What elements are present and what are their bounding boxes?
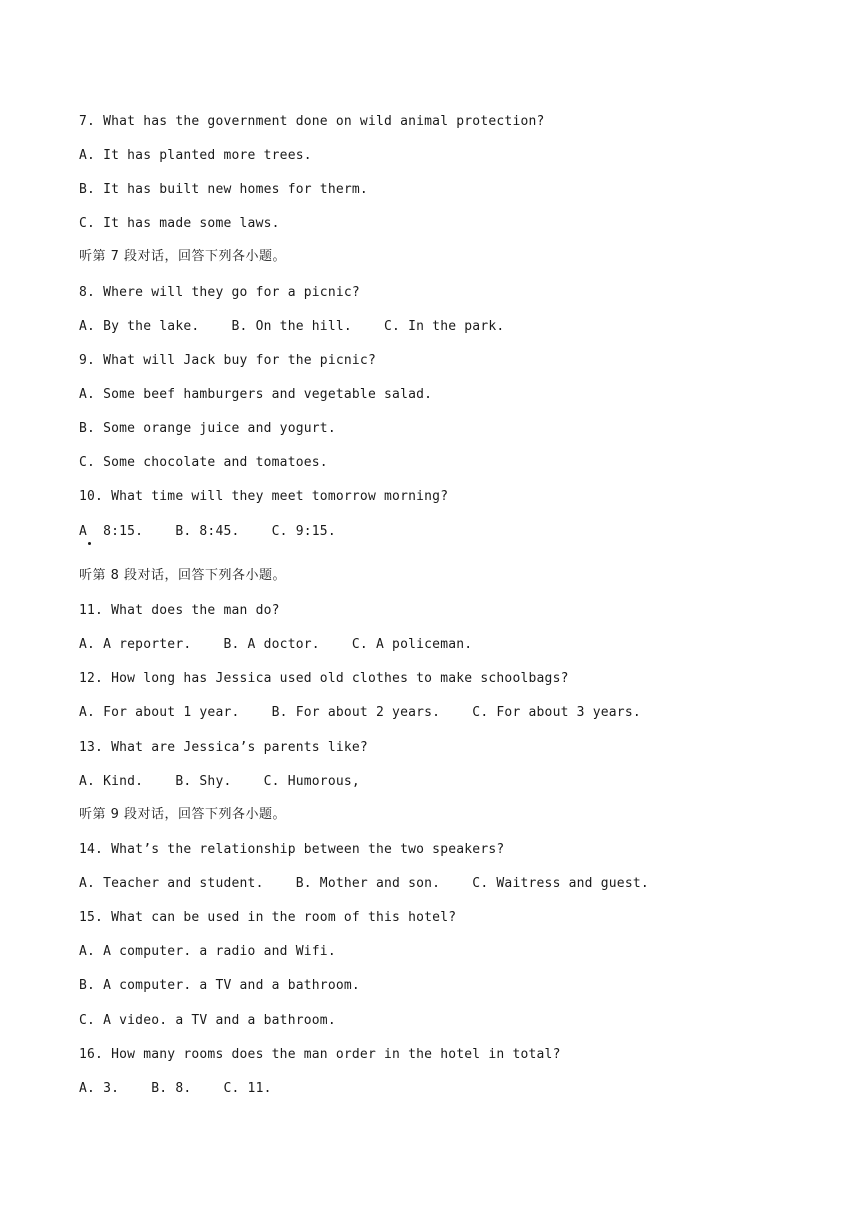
stray-dot-mark xyxy=(88,542,91,545)
q7-option-b: B. It has built new homes for therm. xyxy=(79,182,368,197)
question-12: 12. How long has Jessica used old clothes to make schoolbags? xyxy=(79,671,569,686)
question-13: 13. What are Jessica’s parents like? xyxy=(79,740,368,755)
question-14: 14. What’s the relationship between the two speakers? xyxy=(79,842,505,857)
q9-option-a: A. Some beef hamburgers and vegetable salad. xyxy=(79,387,433,402)
q14-options: A. Teacher and student. B. Mother and son. C. Waitress and guest. xyxy=(79,876,649,891)
q9-option-c: C. Some chocolate and tomatoes. xyxy=(79,455,328,470)
q11-options: A. A reporter. B. A doctor. C. A policeman. xyxy=(79,637,473,652)
question-8: 8. Where will they go for a picnic? xyxy=(79,285,360,300)
q10-options: A 8:15. B. 8:45. C. 9:15. xyxy=(79,524,336,539)
q15-option-b: B. A computer. a TV and a bathroom. xyxy=(79,978,360,993)
q8-options: A. By the lake. B. On the hill. C. In the park. xyxy=(79,319,505,334)
section-9-heading: 听第 9 段对话，回答下列各小题。 xyxy=(79,807,287,822)
question-16: 16. How many rooms does the man order in the hotel in total? xyxy=(79,1047,561,1062)
q12-options: A. For about 1 year. B. For about 2 years. C. For about 3 years. xyxy=(79,705,641,720)
q7-option-c: C. It has made some laws. xyxy=(79,216,280,231)
q15-option-a: A. A computer. a radio and Wifi. xyxy=(79,944,336,959)
q15-option-c: C. A video. a TV and a bathroom. xyxy=(79,1013,336,1028)
question-7: 7. What has the government done on wild animal protection? xyxy=(79,114,545,129)
q16-options: A. 3. B. 8. C. 11. xyxy=(79,1081,272,1096)
question-9: 9. What will Jack buy for the picnic? xyxy=(79,353,376,368)
question-10: 10. What time will they meet tomorrow morning? xyxy=(79,489,449,504)
question-11: 11. What does the man do? xyxy=(79,603,280,618)
q7-option-a: A. It has planted more trees. xyxy=(79,148,312,163)
section-7-heading: 听第 7 段对话，回答下列各小题。 xyxy=(79,249,287,264)
section-8-heading: 听第 8 段对话，回答下列各小题。 xyxy=(79,568,287,583)
q9-option-b: B. Some orange juice and yogurt. xyxy=(79,421,336,436)
question-15: 15. What can be used in the room of this hotel? xyxy=(79,910,457,925)
q13-options: A. Kind. B. Shy. C. Humorous, xyxy=(79,774,360,789)
